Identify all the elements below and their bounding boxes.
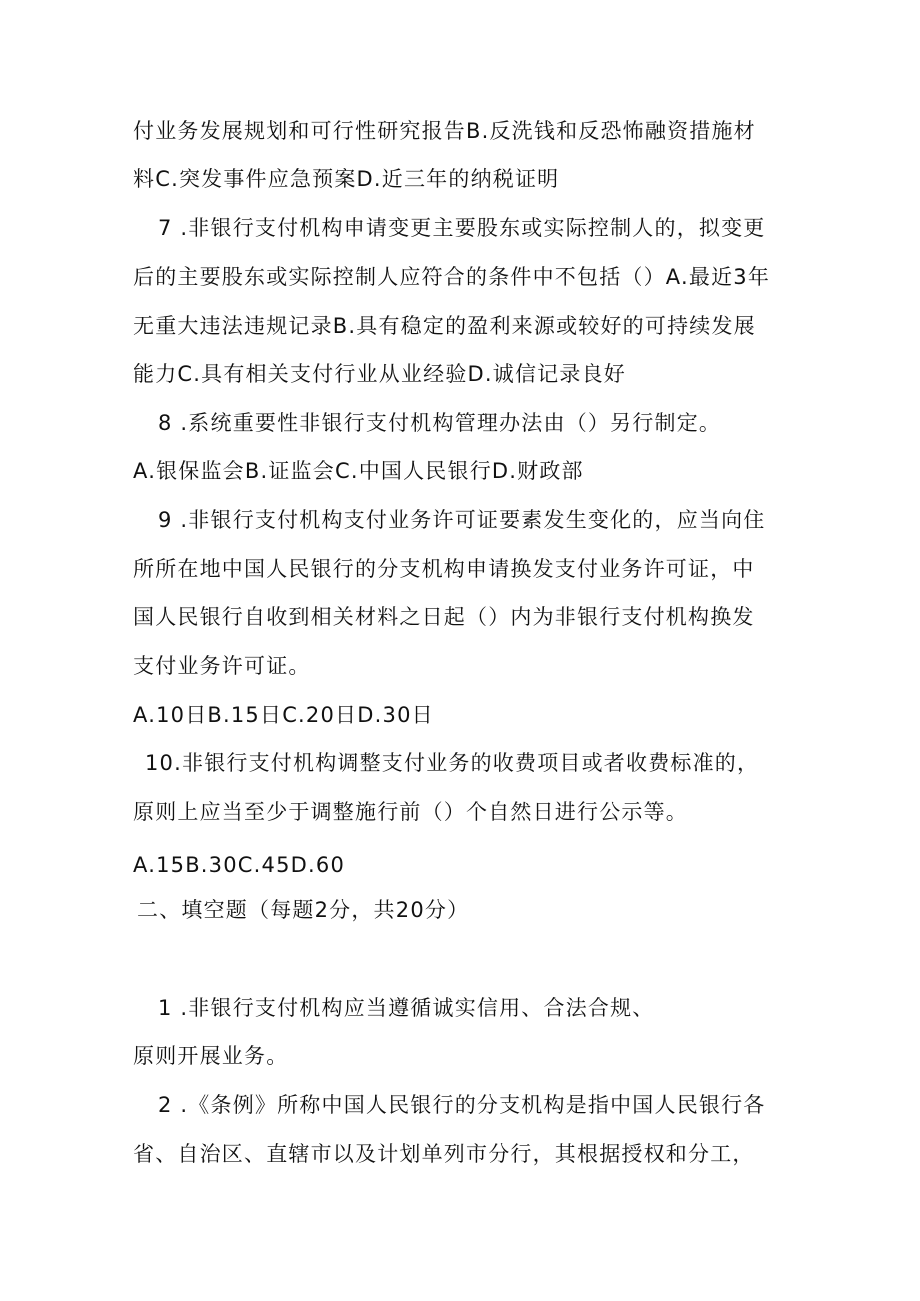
- text-line: A.15B.30C.45D.60: [133, 853, 346, 877]
- text-line: 原则上应当至少于调整施行前（）个自然日进行公示等。: [133, 800, 688, 824]
- question-9-line: 9 .非银行支付机构支付业务许可证要素发生变化的，应当向住: [158, 508, 766, 532]
- text-line: 无重大违法违规记录B.具有稳定的盈利来源或较好的可持续发展: [133, 314, 756, 338]
- text-line: 能力C.具有相关支付行业从业经验D.诚信记录良好: [133, 362, 626, 386]
- text-line: 国人民银行自收到相关材料之日起（）内为非银行支付机构换发: [133, 605, 755, 629]
- text-line: 付业务发展规划和可行性研究报告B.反洗钱和反恐怖融资措施材: [133, 119, 756, 143]
- text-line: 原则开展业务。: [133, 1044, 289, 1068]
- text-line: 后的主要股东或实际控制人应符合的条件中不包括（）A.最近3年: [133, 265, 771, 289]
- question-10-line: 10.非银行支付机构调整支付业务的收费项目或者收费标准的，: [145, 751, 760, 775]
- text-line: A.10日B.15日C.20日D.30日: [133, 703, 434, 727]
- text-line: 省、自治区、直辖市以及计划单列市分行，其根据授权和分工，: [133, 1142, 755, 1166]
- question-8-line: 8 .系统重要性非银行支付机构管理办法由（）另行制定。: [158, 411, 722, 435]
- text-line: 支付业务许可证。: [133, 654, 311, 678]
- fill-question-1-line: 1 .非银行支付机构应当遵循诚实信用、合法合规、: [158, 996, 655, 1020]
- fill-question-2-line: 2 .《条例》所称中国人民银行的分支机构是指中国人民银行各: [158, 1093, 766, 1117]
- text-line: 所所在地中国人民银行的分支机构申请换发支付业务许可证，中: [133, 557, 755, 581]
- question-7-line: 7 .非银行支付机构申请变更主要股东或实际控制人的，拟变更: [158, 216, 766, 240]
- section-heading: 二、填空题（每题2分，共20分）: [137, 898, 470, 922]
- text-line: A.银保监会B.证监会C.中国人民银行D.财政部: [133, 459, 584, 483]
- text-line: 料C.突发事件应急预案D.近三年的纳税证明: [133, 167, 560, 191]
